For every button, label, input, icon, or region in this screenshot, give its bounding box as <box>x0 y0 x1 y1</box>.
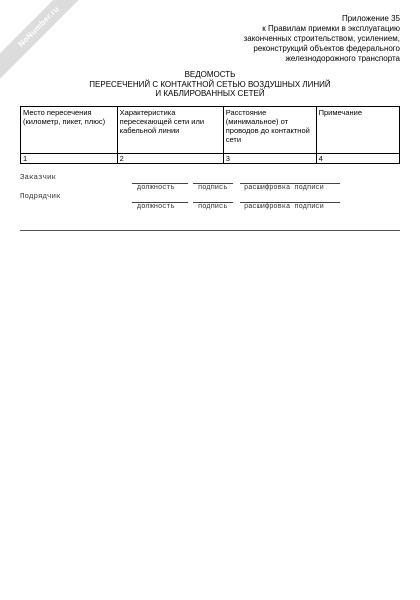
title-line: И КАБЛИРОВАННЫХ СЕТЕЙ <box>155 89 265 98</box>
crossings-table <box>20 106 400 164</box>
contractor-label: Подрядчик <box>20 193 61 201</box>
appendix-line: законченных строительством, усилением, <box>243 34 400 43</box>
customer-signature-caption: подпись <box>198 184 228 192</box>
customer-position-caption: должность <box>137 184 175 192</box>
column-number: 1 <box>21 154 118 164</box>
header-note: Примечание <box>316 107 399 154</box>
appendix-note <box>190 14 400 64</box>
customer-decoding-caption: расшифровка подписи <box>244 184 324 192</box>
header-minimum-distance: Расстояние (минимальное) от проводов до контактной сети <box>223 107 316 154</box>
appendix-line: Приложение 35 <box>341 14 400 23</box>
customer-label: Заказчик <box>20 174 57 182</box>
header-crossing-location: Место пересечения (километр, пикет, плюс) <box>21 107 118 154</box>
table-header-row <box>21 107 400 154</box>
appendix-line: к Правилам приемки в эксплуатацию <box>262 24 400 33</box>
contractor-position-caption: должность <box>137 203 175 211</box>
column-number: 4 <box>316 154 399 164</box>
watermark-ribbon <box>0 0 91 79</box>
header-network-characteristic: Характеристика пересекающей сети или кабельной линии <box>117 107 223 154</box>
page-divider <box>20 230 400 231</box>
document-title <box>20 70 400 99</box>
contractor-decoding-caption: расшифровка подписи <box>244 203 324 211</box>
title-line: ВЕДОМОСТЬ <box>184 70 236 79</box>
title-line: ПЕРЕСЕЧЕНИЙ С КОНТАКТНОЙ СЕТЬЮ ВОЗДУШНЫХ ЛИНИЙ <box>89 79 331 89</box>
appendix-line: реконструкций объектов федерального <box>253 44 400 53</box>
contractor-signature-caption: подпись <box>198 203 228 211</box>
appendix-line: железнодорожного транспорта <box>285 54 400 63</box>
column-number: 3 <box>223 154 316 164</box>
watermark-text: NoNumber.ru <box>16 4 61 49</box>
table-number-row <box>21 154 400 164</box>
column-number: 2 <box>117 154 223 164</box>
